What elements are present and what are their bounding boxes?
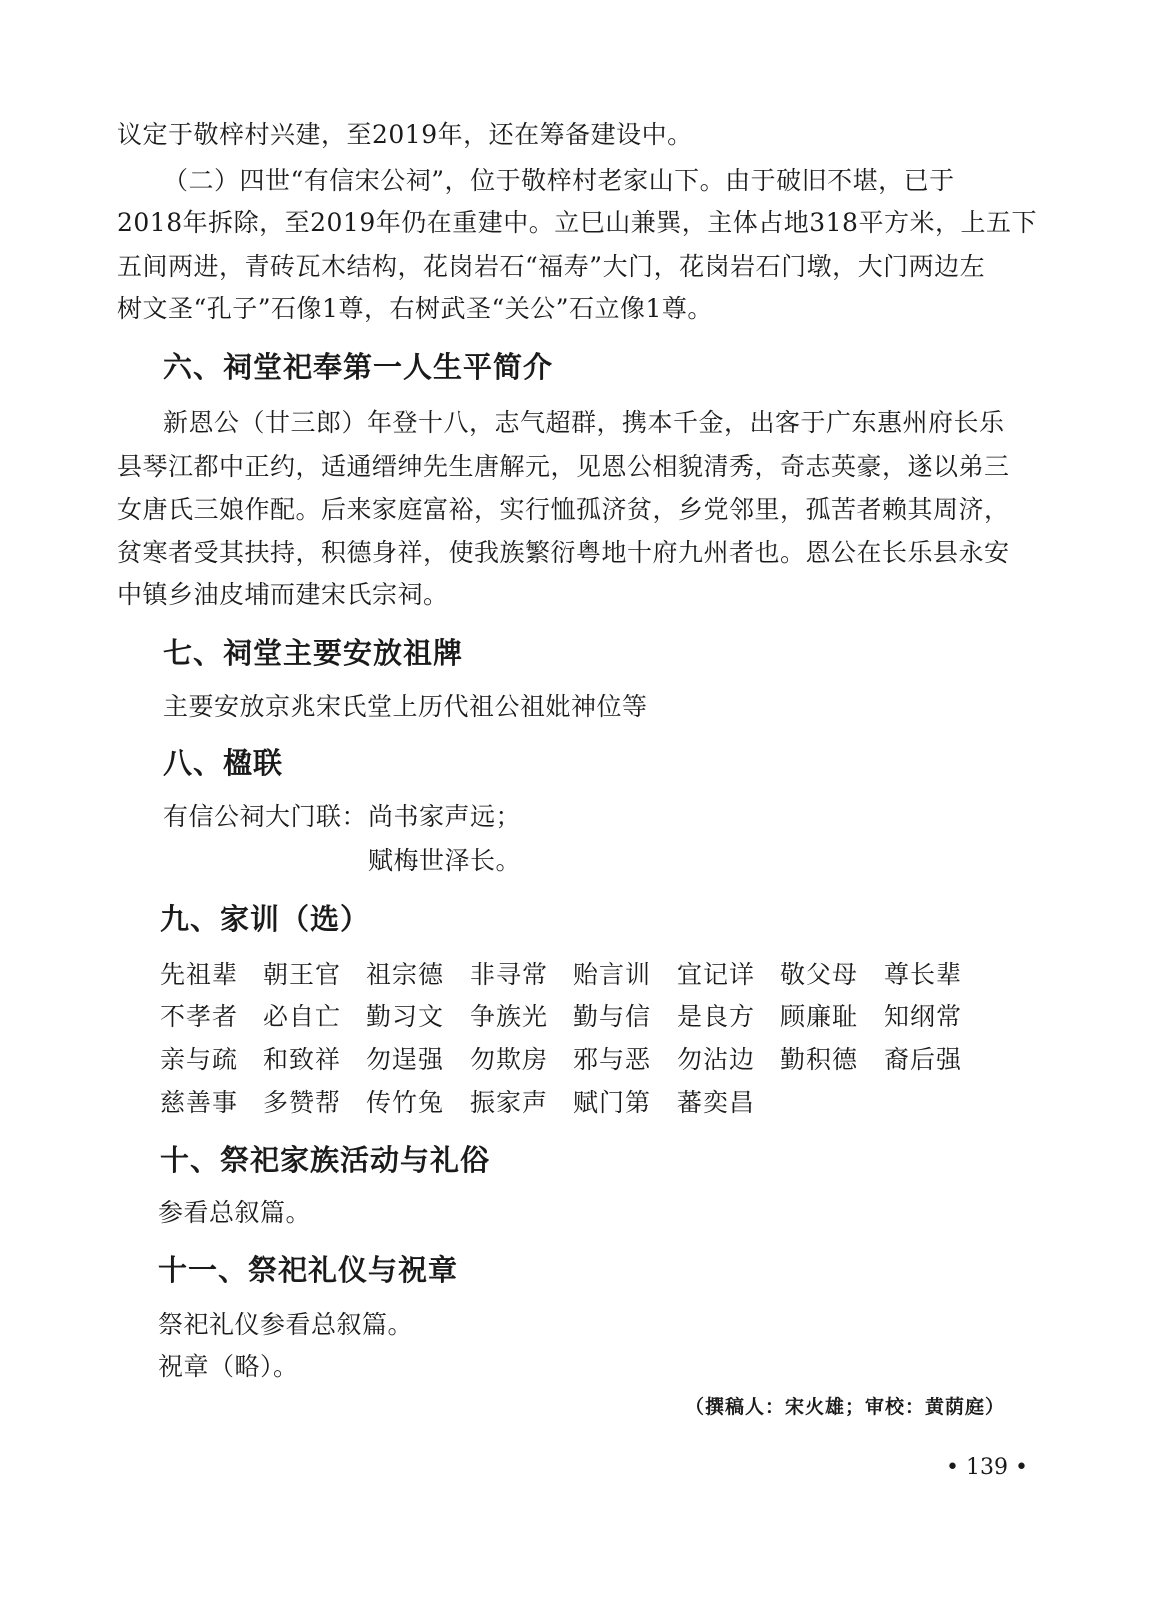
- precept-cell: 勿欺房: [470, 1045, 549, 1074]
- couplet-line-1: 尚书家声远；: [368, 802, 522, 831]
- precept-cell: 祖宗德: [366, 960, 445, 989]
- precept-cell: 必自亡: [263, 1002, 342, 1031]
- precept-cell: 蕃奕昌: [677, 1088, 756, 1117]
- section-heading-10: 十、祭祀家族活动与礼俗: [160, 1143, 491, 1177]
- paragraph-line: （二）四世“有信宋公祠”，位于敬梓村老家山下。由于破旧不堪，已于: [163, 166, 955, 195]
- section-11-line-2: 祝章（略）。: [158, 1352, 299, 1381]
- precept-cell: 亲与疏: [160, 1045, 239, 1074]
- paragraph-line: 县琴江都中正约，适通缙绅先生唐解元，见恩公相貌清秀，奇志英豪，遂以弟三: [117, 452, 1010, 481]
- couplet-line-2: 赋梅世泽长。: [368, 846, 522, 875]
- section-10-text: 参看总叙篇。: [158, 1198, 312, 1227]
- section-heading-8: 八、楹联: [163, 746, 284, 780]
- precept-cell: 勤积德: [780, 1045, 859, 1074]
- precept-cell: 不孝者: [160, 1002, 239, 1031]
- paragraph-line: 树文圣“孔子”石像1尊，右树武圣“关公”石立像1尊。: [117, 294, 713, 323]
- precept-cell: 勿沾边: [677, 1045, 756, 1074]
- paragraph-line: 新恩公（廿三郎）年登十八，志气超群，携本千金，出客于广东惠州府长乐: [163, 408, 1005, 437]
- precept-cell: 裔后强: [884, 1045, 963, 1074]
- couplet-label: 有信公祠大门联：: [163, 802, 368, 831]
- precept-cell: 朝王官: [263, 960, 342, 989]
- precept-cell: 赋门第: [573, 1088, 652, 1117]
- precept-cell: 慈善事: [160, 1088, 239, 1117]
- precept-cell: 敬父母: [780, 960, 859, 989]
- section-heading-11: 十一、祭祀礼仪与祝章: [158, 1253, 459, 1287]
- precept-cell: 勿逞强: [366, 1045, 445, 1074]
- paragraph-line: 贫寒者受其扶持，积德身祥，使我族繁衍粤地十府九州者也。恩公在长乐县永安: [117, 538, 1010, 567]
- precept-cell: 非寻常: [470, 960, 549, 989]
- paragraph-line: 中镇乡油皮埔而建宋氏宗祠。: [117, 580, 449, 609]
- precept-cell: 贻言训: [573, 960, 652, 989]
- precept-cell: 勤习文: [366, 1002, 445, 1031]
- precept-cell: 宜记详: [677, 960, 756, 989]
- precept-cell: 尊长辈: [884, 960, 963, 989]
- precept-cell: 和致祥: [263, 1045, 342, 1074]
- paragraph-line: 五间两进，青砖瓦木结构，花岗岩石“福寿”大门，花岗岩石门墩，大门两边左: [117, 252, 986, 281]
- paragraph-line: 女唐氏三娘作配。后来家庭富裕，实行恤孤济贫，乡党邻里，孤苦者赖其周济，: [117, 495, 1010, 524]
- section-heading-6: 六、祠堂祀奉第一人生平简介: [163, 350, 554, 384]
- precept-cell: 顾廉耻: [780, 1002, 859, 1031]
- precept-cell: 邪与恶: [573, 1045, 652, 1074]
- section-7-text: 主要安放京兆宋氏堂上历代祖公祖妣神位等: [163, 692, 648, 721]
- author-credit: （撰稿人：宋火雄；审校：黄荫庭）: [685, 1396, 1006, 1418]
- precept-cell: 勤与信: [573, 1002, 652, 1031]
- precept-cell: 振家声: [470, 1088, 549, 1117]
- precept-cell: 是良方: [677, 1002, 756, 1031]
- precept-cell: 多赞帮: [263, 1088, 342, 1117]
- precept-cell: 争族光: [470, 1002, 549, 1031]
- section-11-line-1: 祭祀礼仪参看总叙篇。: [158, 1310, 414, 1339]
- section-heading-7: 七、祠堂主要安放祖牌: [163, 636, 464, 670]
- precept-cell: 先祖辈: [160, 960, 239, 989]
- precept-cell: 传竹兔: [366, 1088, 445, 1117]
- section-heading-9: 九、家训（选）: [160, 902, 371, 936]
- paragraph-continued: 议定于敬梓村兴建，至2019年，还在筹备建设中。: [117, 120, 693, 149]
- page-number: • 139 •: [946, 1455, 1028, 1480]
- precept-cell: 知纲常: [884, 1002, 963, 1031]
- paragraph-line: 2018年拆除，至2019年仍在重建中。立巳山兼巽，主体占地318平方米，上五下: [117, 208, 1037, 237]
